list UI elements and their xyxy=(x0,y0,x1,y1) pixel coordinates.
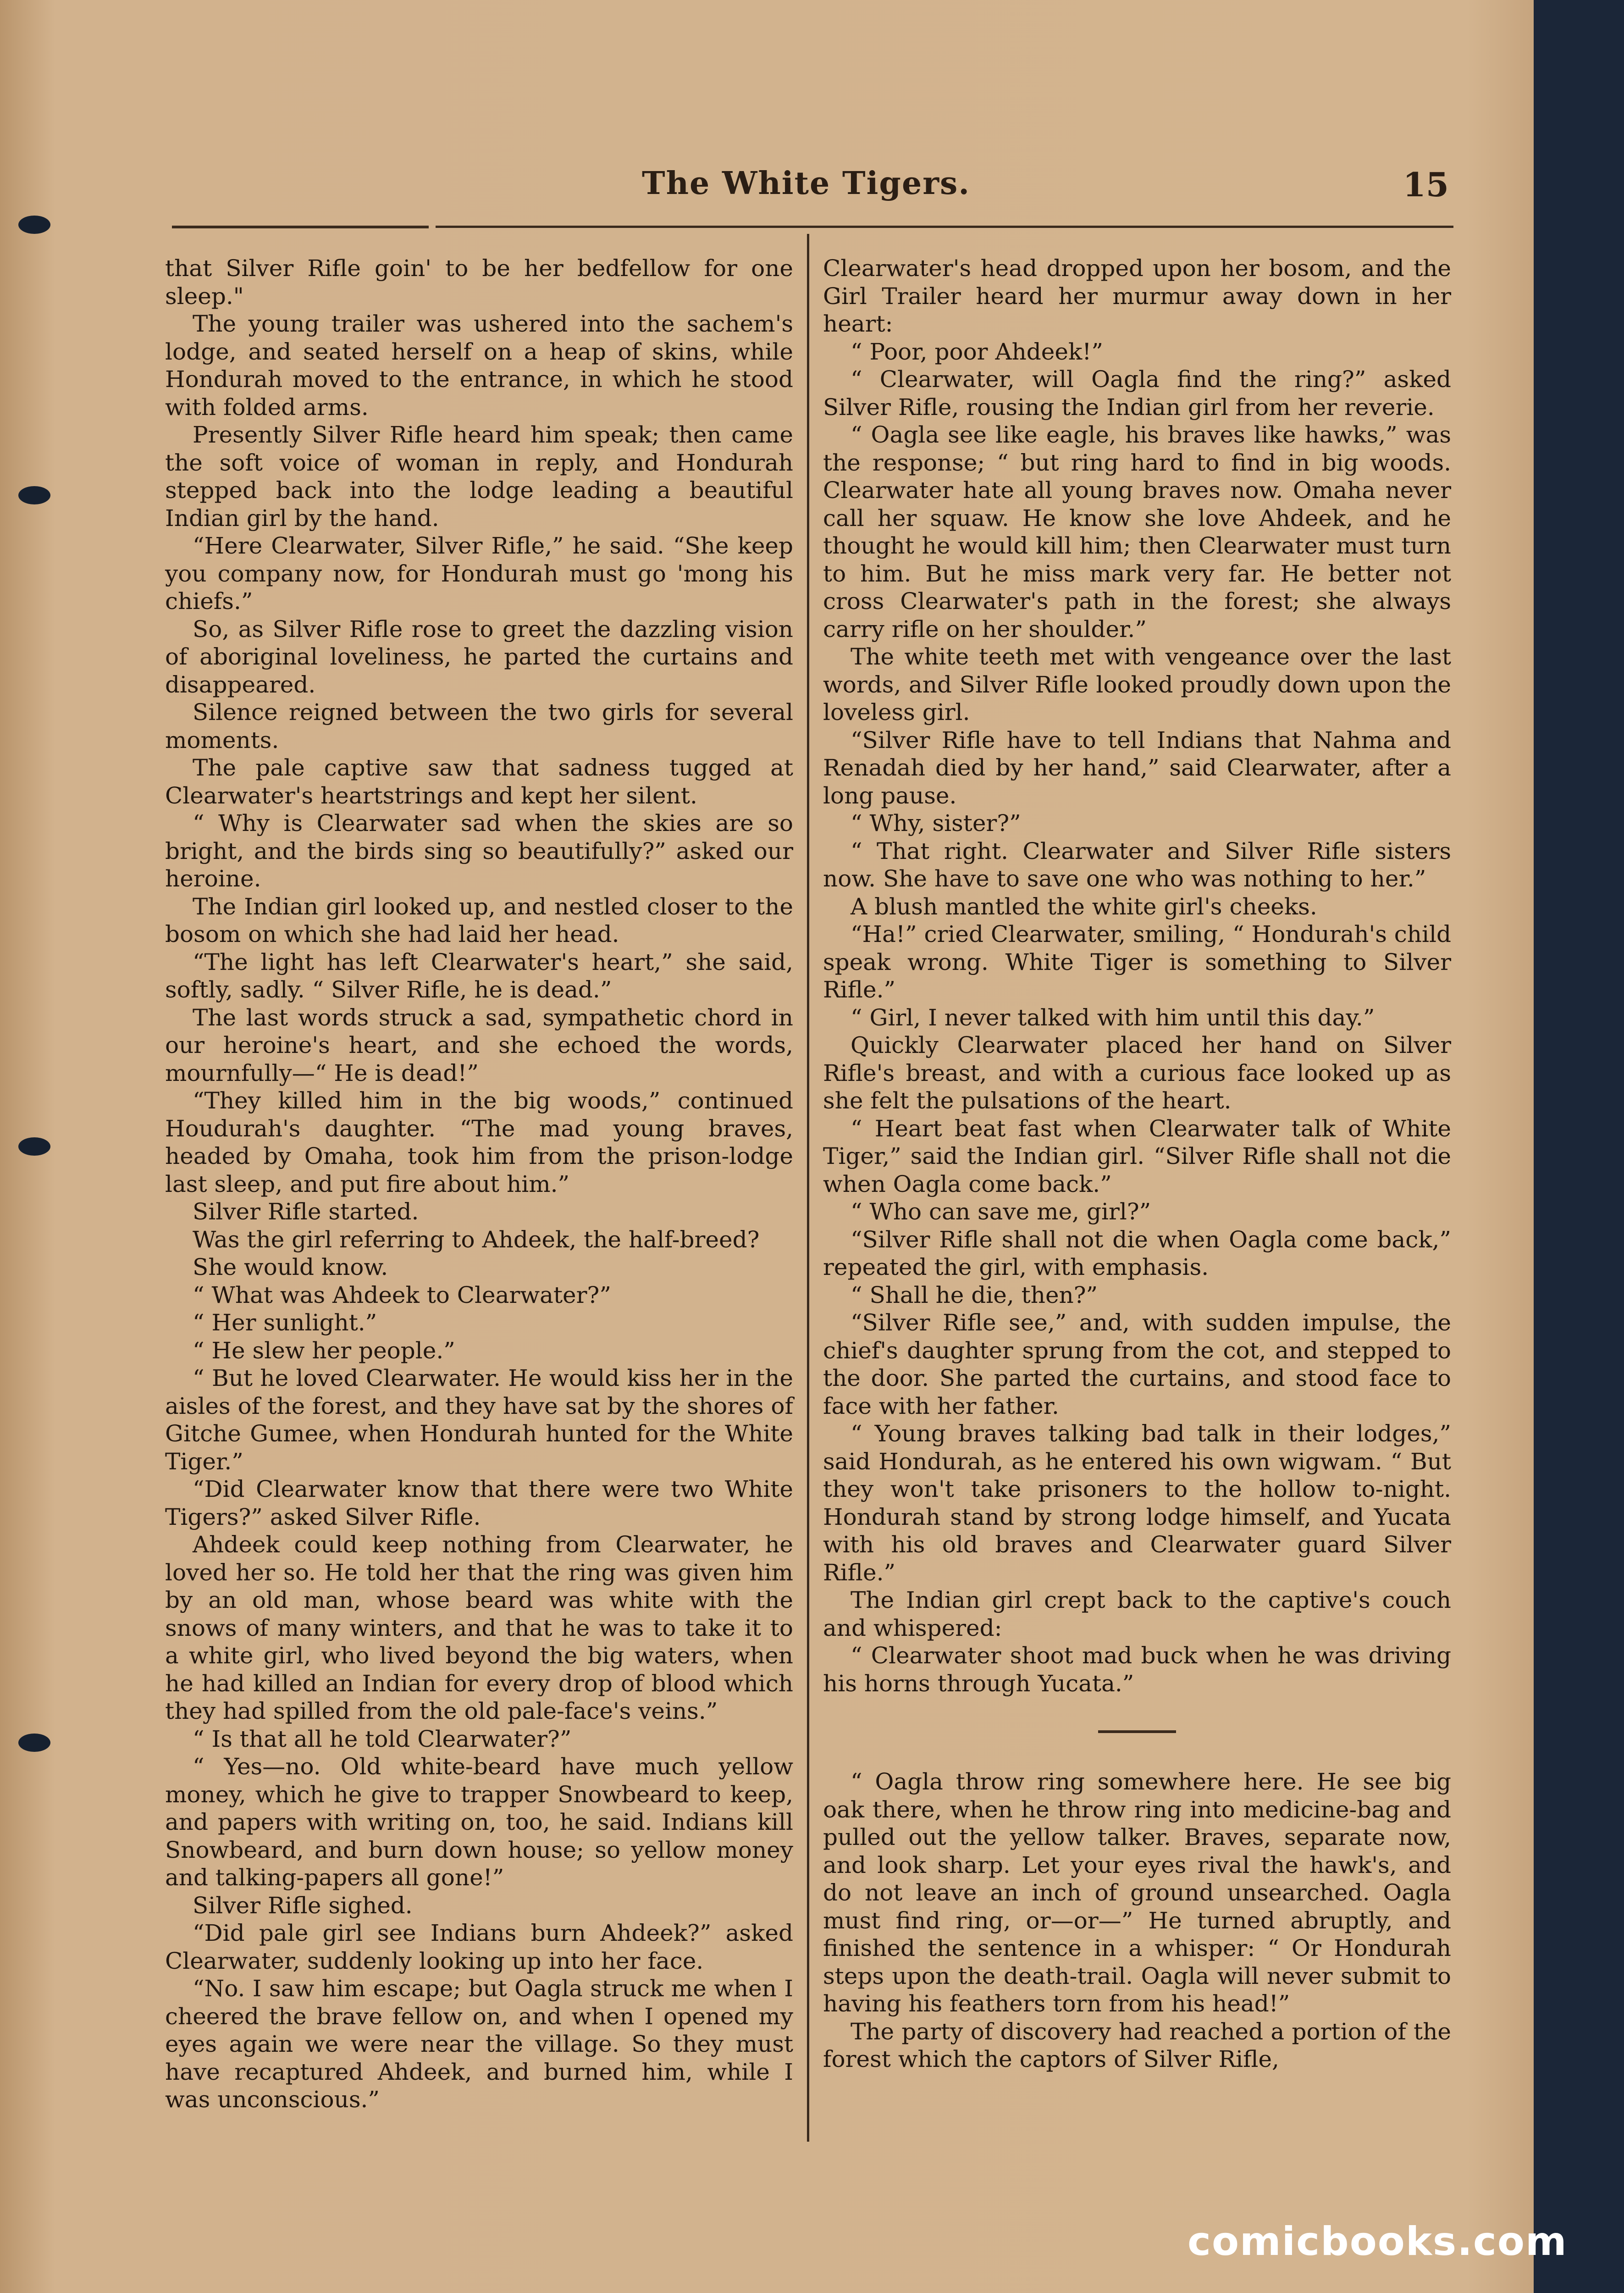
column-divider xyxy=(807,234,809,2142)
paragraph: A blush mantled the white girl's cheeks. xyxy=(851,893,1317,920)
header-rule xyxy=(436,226,1453,228)
paragraph: Silver Rifle sighed. xyxy=(193,1892,413,1919)
paragraph: “ But he loved Clearwater. He would kiss her in the aisles of the forest, and they have sat by the shores of Gitche Gumee, when Hondurah hunted for the White Tiger.” xyxy=(165,1365,793,1475)
paragraph: The white teeth met with vengeance over the last words, and Silver Rifle looked proudly down upon the loveless girl. xyxy=(823,643,1451,726)
scene-break-rule xyxy=(1098,1730,1176,1733)
running-title: The White Tigers. xyxy=(642,165,970,202)
paragraph: Ahdeek could keep nothing from Clearwater, he loved her so. He told her that the ring was given him by an old man, whose beard was white with the snows of many winters, and that he was to take it to a white girl, who lived beyond the big waters, when he had killed an Indian for every drop of blood which they had spilled from the old pale-face's veins.” xyxy=(165,1531,793,1724)
paragraph: Was the girl referring to Ahdeek, the half-breed? xyxy=(193,1226,760,1253)
left-column xyxy=(165,255,793,2114)
paragraph: Quickly Clearwater placed her hand on Silver Rifle's breast, and with a curious face looked up as she felt the pulsations of the heart. xyxy=(823,1032,1451,1114)
paragraph: “Did pale girl see Indians burn Ahdeek?” asked Clearwater, suddenly looking up into her face. xyxy=(165,1920,793,1974)
paragraph: “ Shall he die, then?” xyxy=(851,1281,1098,1308)
paragraph: The young trailer was ushered into the sachem's lodge, and seated herself on a heap of skins, while Hondurah moved to the entrance, in which he stood with folded arms. xyxy=(165,310,793,421)
paragraph: Silence reigned between the two girls for several moments. xyxy=(165,699,793,753)
paragraph: “Did Clearwater know that there were two White Tigers?” asked Silver Rifle. xyxy=(165,1476,793,1530)
paragraph: “ Poor, poor Ahdeek!” xyxy=(851,338,1103,365)
paragraph: The party of discovery had reached a portion of the forest which the captors of Silver Rifle, xyxy=(823,2018,1451,2072)
binding-hole xyxy=(18,1137,50,1156)
paragraph: “No. I saw him escape; but Oagla struck me when I cheered the brave fellow on, and when I opened my eyes again we were near the village. So they must have recaptured Ahdeek, and burned him, while I was unconscious.” xyxy=(165,1975,793,2113)
paragraph: Clearwater's head dropped upon her bosom, and the Girl Trailer heard her murmur away down in her heart: xyxy=(823,255,1451,337)
paragraph: “Silver Rifle shall not die when Oagla come back,” repeated the girl, with emphasis. xyxy=(823,1226,1451,1280)
paragraph: “ Clearwater shoot mad buck when he was driving his horns through Yucata.” xyxy=(823,1642,1451,1697)
paragraph: “ Why, sister?” xyxy=(851,810,1021,836)
paragraph: “The light has left Clearwater's heart,” she said, softly, sadly. “ Silver Rifle, he is dead.” xyxy=(165,948,793,1003)
binding-hole xyxy=(18,216,50,234)
paragraph: “Ha!” cried Clearwater, smiling, “ Hondurah's child speak wrong. White Tiger is something to Silver Rifle.” xyxy=(823,921,1451,1003)
paragraph: The Indian girl looked up, and nestled closer to the bosom on which she had laid her head. xyxy=(165,893,793,947)
right-column xyxy=(823,255,1451,2073)
paragraph: The Indian girl crept back to the captive's couch and whispered: xyxy=(823,1587,1451,1641)
paragraph: “ He slew her people.” xyxy=(193,1337,455,1364)
paragraph: “ Her sunlight.” xyxy=(193,1309,377,1336)
paragraph: “ That right. Clearwater and Silver Rifle sisters now. She have to save one who was nothing to her.” xyxy=(823,837,1451,892)
paragraph: “ Clearwater, will Oagla find the ring?” asked Silver Rifle, rousing the Indian girl from her reverie. xyxy=(823,366,1451,421)
paragraph: She would know. xyxy=(193,1254,388,1280)
paragraph: Silver Rifle started. xyxy=(193,1198,419,1225)
binding-hole xyxy=(18,486,50,504)
paragraph: The last words struck a sad, sympathetic chord in our heroine's heart, and she echoed the words, mournfully—“ He is dead!” xyxy=(165,1004,793,1086)
watermark: comicbooks.com xyxy=(1188,2219,1568,2265)
paragraph: “ Who can save me, girl?” xyxy=(851,1198,1151,1225)
paragraph: “Here Clearwater, Silver Rifle,” he said. “She keep you company now, for Hondurah must go 'mong his chiefs.” xyxy=(165,532,793,615)
paragraph: “ Is that all he told Clearwater?” xyxy=(193,1725,572,1752)
paragraph: “ Young braves talking bad talk in their lodges,” said Hondurah, as he entered his own wigwam. “ But they won't take prisoners to the hollow to-night. Hondurah stand by strong lodge himself, and Yucata with his old braves and Clearwater guard Silver Rifle.” xyxy=(823,1420,1451,1586)
paragraph: “ Girl, I never talked with him until this day.” xyxy=(851,1004,1375,1031)
page-header xyxy=(633,165,1449,220)
paragraph: “Silver Rifle have to tell Indians that Nahma and Renadah died by her hand,” said Clearwater, after a long pause. xyxy=(823,726,1451,809)
paragraph: “ Yes—no. Old white-beard have much yellow money, which he give to trapper Snowbeard to keep, and papers with writing on, too, he said. Indians kill Snowbeard, and burn down house; so yellow money and talking-papers all gone!” xyxy=(165,1753,793,1891)
page-number: 15 xyxy=(1403,165,1449,204)
paragraph: So, as Silver Rifle rose to greet the dazzling vision of aboriginal loveliness, he parted the curtains and disappeared. xyxy=(165,615,793,698)
binding-hole xyxy=(18,1734,50,1752)
paragraph: “Silver Rifle see,” and, with sudden impulse, the chief's daughter sprung from the cot, and stepped to the door. She parted the curtains, and stood face to face with her father. xyxy=(823,1309,1451,1419)
paragraph: Presently Silver Rifle heard him speak; then came the soft voice of woman in reply, and Hondurah stepped back into the lodge leading a beautiful Indian girl by the hand. xyxy=(165,421,793,532)
paragraph: “ Heart beat fast when Clearwater talk of White Tiger,” said the Indian girl. “Silver Rifle shall not die when Oagla come back.” xyxy=(823,1115,1451,1197)
paragraph: The pale captive saw that sadness tugged at Clearwater's heartstrings and kept her silent. xyxy=(165,754,793,809)
paragraph: “ Oagla see like eagle, his braves like hawks,” was the response; “ but ring hard to find in big woods. Clearwater hate all young braves now. Omaha never call her squaw. He know she love Ahdeek, and he thought he would kill him; then Clearwater must turn to him. But he miss mark very far. He better not cross Clearwater's path in the forest; she always carry rifle on her shoulder.” xyxy=(823,421,1451,642)
paragraph: “ What was Ahdeek to Clearwater?” xyxy=(193,1281,611,1308)
paragraph: “ Oagla throw ring somewhere here. He see big oak there, when he throw ring into medicine-bag and pulled out the yellow talker. Braves, separate now, and look sharp. Let your eyes rival the hawk's, and do not leave an inch of ground unsearched. Oagla must find ring, or—or—” He turned abruptly, and finished the sentence in a whisper: “ Or Hondurah steps upon the death-trail. Oagla will never submit to having his feathers torn from his head!” xyxy=(823,1768,1451,2017)
header-rule xyxy=(172,226,429,228)
paragraph: “They killed him in the big woods,” continued Houdurah's daughter. “The mad young braves, headed by Omaha, took him from the prison-lodge last sleep, and put fire about him.” xyxy=(165,1087,793,1197)
paragraph: that Silver Rifle goin' to be her bedfellow for one sleep." xyxy=(165,255,793,310)
paragraph: “ Why is Clearwater sad when the skies are so bright, and the birds sing so beautifully?” asked our heroine. xyxy=(165,810,793,892)
